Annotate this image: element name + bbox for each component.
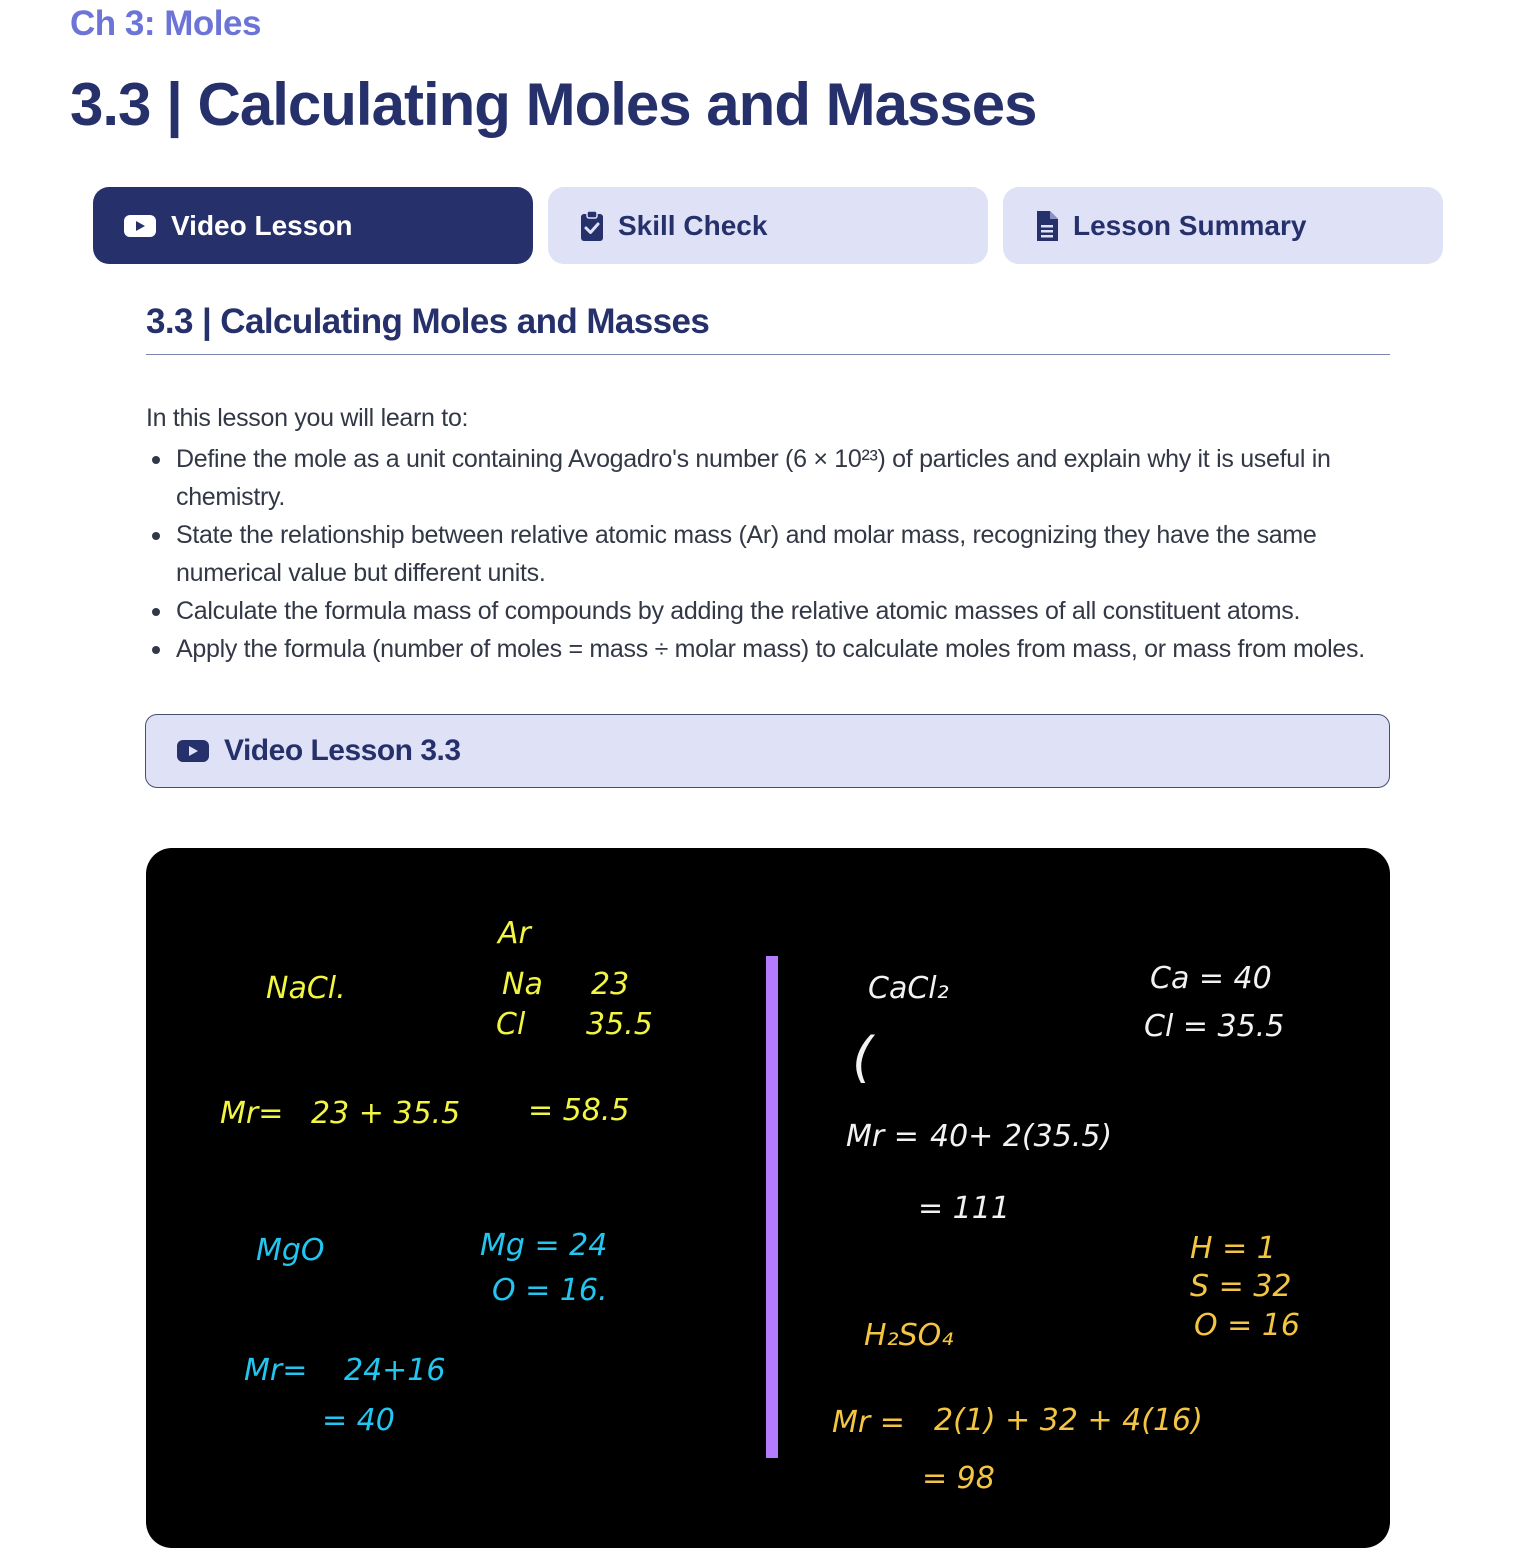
cl-symbol: Cl bbox=[496, 1007, 526, 1042]
mgo-mr-label: Mr= bbox=[244, 1353, 308, 1388]
section-divider bbox=[146, 354, 1390, 355]
tab-lesson-summary[interactable] bbox=[1003, 187, 1443, 264]
video-lesson-header[interactable] bbox=[145, 714, 1390, 788]
ar-header: Ar bbox=[498, 916, 531, 951]
learning-objectives bbox=[146, 440, 1390, 668]
list-item: Calculate the formula mass of compounds by adding the relative atomic masses of all constituent atoms. bbox=[176, 592, 1390, 630]
h-value: H = 1 bbox=[1190, 1231, 1276, 1266]
h2so4-formula: H₂SO₄ bbox=[864, 1318, 954, 1353]
mgo-mr-expression: 24+16 bbox=[344, 1353, 446, 1388]
h2so4-mr-result: = 98 bbox=[922, 1461, 995, 1496]
clipboard-check-icon bbox=[580, 210, 604, 242]
nacl-mr-label: Mr= bbox=[220, 1096, 284, 1131]
mgo-mr-result: = 40 bbox=[322, 1403, 395, 1438]
document-icon bbox=[1035, 210, 1059, 242]
lesson-tabs bbox=[93, 187, 1443, 264]
list-item: State the relationship between relative atomic mass (Ar) and molar mass, recognizing they have the same numerical value but different units. bbox=[176, 516, 1390, 592]
nacl-mr-result: = 58.5 bbox=[528, 1093, 630, 1128]
s-value: S = 32 bbox=[1190, 1269, 1292, 1304]
bracket-mark: ( bbox=[852, 1026, 874, 1089]
ca-value: Ca = 40 bbox=[1150, 961, 1272, 996]
na-symbol: Na bbox=[502, 967, 543, 1002]
whiteboard-frame bbox=[146, 848, 1390, 1548]
youtube-play-icon bbox=[176, 738, 210, 764]
tab-skill-check[interactable] bbox=[548, 187, 988, 264]
section-title: 3.3 | Calculating Moles and Masses bbox=[146, 302, 710, 341]
tab-label: Skill Check bbox=[618, 209, 768, 241]
na-value: 23 bbox=[591, 967, 630, 1002]
chapter-link[interactable]: Ch 3: Moles bbox=[70, 4, 261, 43]
video-lesson-title: Video Lesson 3.3 bbox=[224, 734, 461, 767]
h2so4-mr-label: Mr = bbox=[832, 1405, 905, 1440]
cl-value-right: Cl = 35.5 bbox=[1144, 1009, 1285, 1044]
whiteboard-divider bbox=[766, 956, 778, 1458]
page-title: 3.3 | Calculating Moles and Masses bbox=[70, 71, 1037, 138]
lesson-intro: In this lesson you will learn to: bbox=[146, 404, 469, 432]
mgo-formula: MgO bbox=[256, 1233, 325, 1268]
tab-label: Video Lesson bbox=[171, 209, 353, 241]
tab-video-lesson[interactable] bbox=[93, 187, 533, 264]
list-item: Apply the formula (number of moles = mass ÷ molar mass) to calculate moles from mass, or mass from moles. bbox=[176, 630, 1390, 668]
youtube-play-icon bbox=[123, 213, 157, 239]
o-value: O = 16. bbox=[492, 1273, 608, 1308]
cacl2-mr-expression: 40+ 2(35.5) bbox=[930, 1119, 1113, 1154]
nacl-formula: NaCl. bbox=[266, 971, 346, 1006]
list-item: Define the mole as a unit containing Avogadro's number (6 × 10²³) of particles and explain why it is useful in chemistry. bbox=[176, 440, 1390, 516]
cacl2-formula: CaCl₂ bbox=[868, 971, 949, 1006]
cl-value: 35.5 bbox=[586, 1007, 653, 1042]
cacl2-mr-result: = 111 bbox=[918, 1191, 1010, 1226]
mg-value: Mg = 24 bbox=[480, 1228, 608, 1263]
o-value-right: O = 16 bbox=[1194, 1308, 1300, 1343]
tab-label: Lesson Summary bbox=[1073, 209, 1307, 241]
cacl2-mr-label: Mr = bbox=[846, 1119, 919, 1154]
h2so4-mr-expression: 2(1) + 32 + 4(16) bbox=[934, 1403, 1203, 1438]
nacl-mr-expression: 23 + 35.5 bbox=[311, 1096, 461, 1131]
video-player[interactable] bbox=[146, 848, 1390, 1548]
